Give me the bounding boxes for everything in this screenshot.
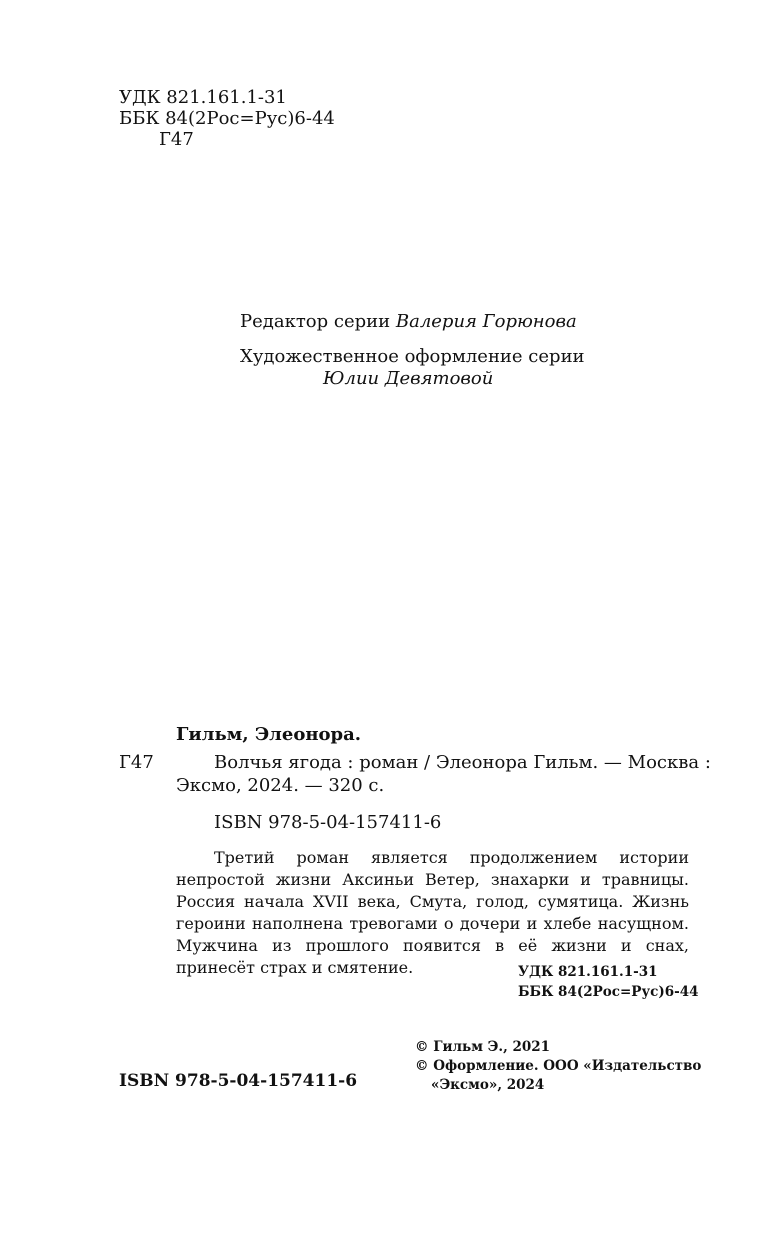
bbk-code: ББК 84(2Рос=Рус)6-44 — [119, 108, 335, 129]
copyright-design-line-1: © Оформление. ООО «Издательство — [415, 1058, 702, 1074]
author-mark: Г47 — [159, 129, 194, 150]
copyright-design-line-2: «Эксмо», 2024 — [431, 1077, 545, 1093]
series-editor-label: Редактор серии — [240, 311, 391, 332]
series-design-name: Юлии Девятовой — [323, 368, 494, 389]
series-editor-line — [240, 311, 577, 333]
series-design-label: Художественное оформление серии — [240, 346, 585, 367]
series-editor-name: Валерия Горюнова — [395, 311, 577, 332]
udk-code: УДК 821.161.1-31 — [119, 87, 287, 108]
record-author-mark: Г47 — [119, 752, 154, 773]
record-isbn: ISBN 978-5-04-157411-6 — [214, 812, 442, 833]
annotation: Третий роман является продолжением истории непростой жизни Аксиньи Ветер, знахарки и травницы. Россия начала XVII века, Смута, голод, сумятица. Жизнь героини наполнена тревогами о дочери и хлебе насущном. Мужчина из прошлого появится в её жизни и снах, принесёт страх и смятение. — [176, 848, 689, 977]
title-line-2: Эксмо, 2024. — 320 с. — [176, 775, 385, 796]
copyright-author: © Гильм Э., 2021 — [415, 1039, 551, 1055]
author-heading: Гильм, Элеонора. — [176, 724, 362, 745]
record-udk: УДК 821.161.1-31 — [518, 964, 658, 980]
record-bbk: ББК 84(2Рос=Рус)6-44 — [518, 984, 699, 1000]
footer-isbn: ISBN 978-5-04-157411-6 — [119, 1071, 358, 1091]
title-line-1: Волчья ягода : роман / Элеонора Гильм. — Москва : — [214, 752, 711, 773]
